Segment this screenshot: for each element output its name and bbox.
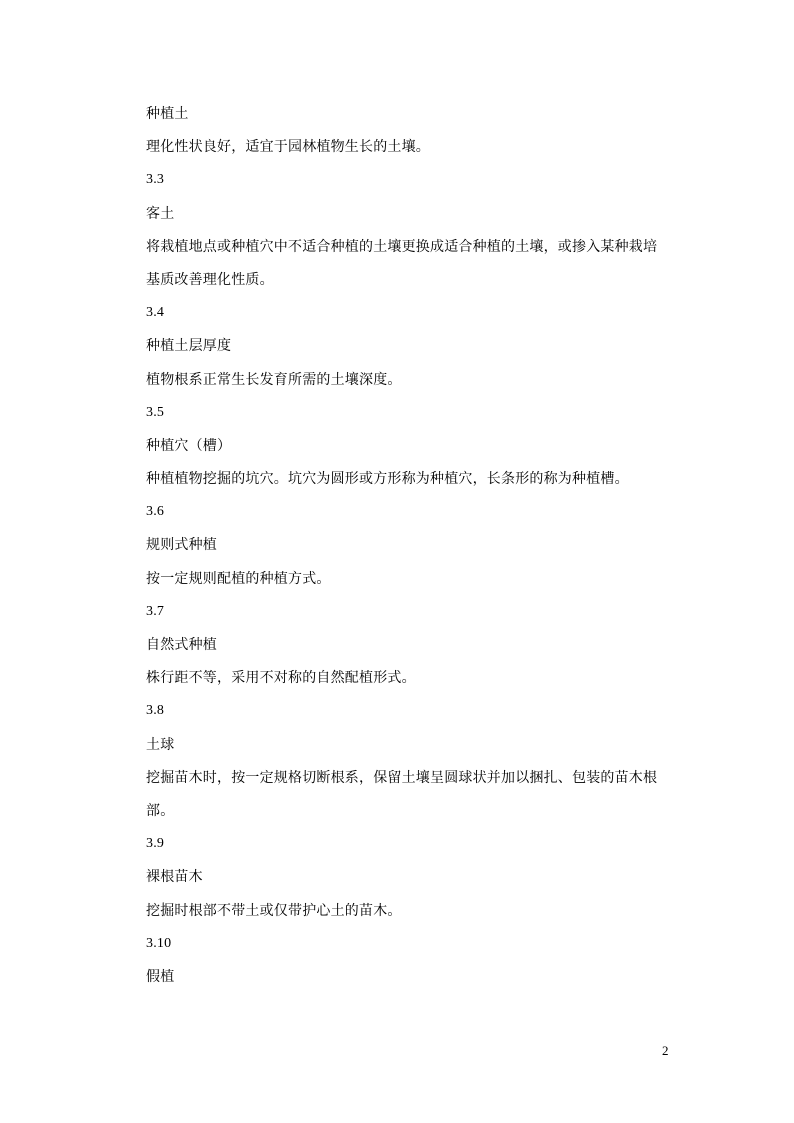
term-title: 自然式种植 [146, 637, 217, 653]
term-definition: 按一定规则配植的种植方式。 [146, 570, 331, 587]
term-title: 规则式种植 [146, 537, 217, 554]
section-number: 3.10 [146, 935, 172, 951]
term-definition: 植物根系正常生长发育所需的土壤深度。 [146, 371, 402, 388]
term-definition: 种植植物挖掘的坑穴。坑穴为圆形或方形称为种植穴，长条形的称为种植槽。 [146, 471, 629, 488]
term-title: 土球 [146, 736, 175, 753]
term-definition: 挖掘时根部不带土或仅带护心土的苗木。 [146, 902, 402, 919]
term-definition: 挖掘苗木时，按一定规格切断根系，保留土壤呈圆球状并加以捆扎、包装的苗木根 [146, 769, 658, 786]
section-number: 3.5 [146, 404, 165, 420]
term-definition: 理化性状良好，适宜于园林植物生长的土壤。 [146, 139, 430, 156]
term-title: 种植穴（槽） [146, 437, 232, 454]
section-number: 3.3 [146, 172, 165, 188]
document-body [146, 103, 666, 999]
term-title: 假植 [146, 968, 175, 985]
term-title: 种植土层厚度 [146, 338, 232, 355]
page-number: 2 [662, 1043, 669, 1058]
term-title: 种植土 [146, 106, 189, 122]
term-definition-continued: 基质改善理化性质。 [146, 271, 274, 288]
section-number: 3.6 [146, 504, 165, 520]
term-title: 客土 [146, 205, 175, 222]
term-definition-continued: 部。 [146, 802, 175, 819]
term-definition: 将栽植地点或种植穴中不适合种植的土壤更换成适合种植的土壤，或掺入某种栽培 [146, 238, 658, 255]
section-number: 3.7 [146, 603, 165, 619]
section-number: 3.9 [146, 836, 165, 852]
term-title: 裸根苗木 [146, 869, 203, 886]
section-number: 3.8 [146, 703, 165, 719]
term-definition: 株行距不等，采用不对称的自然配植形式。 [146, 670, 416, 687]
section-number: 3.4 [146, 305, 165, 321]
